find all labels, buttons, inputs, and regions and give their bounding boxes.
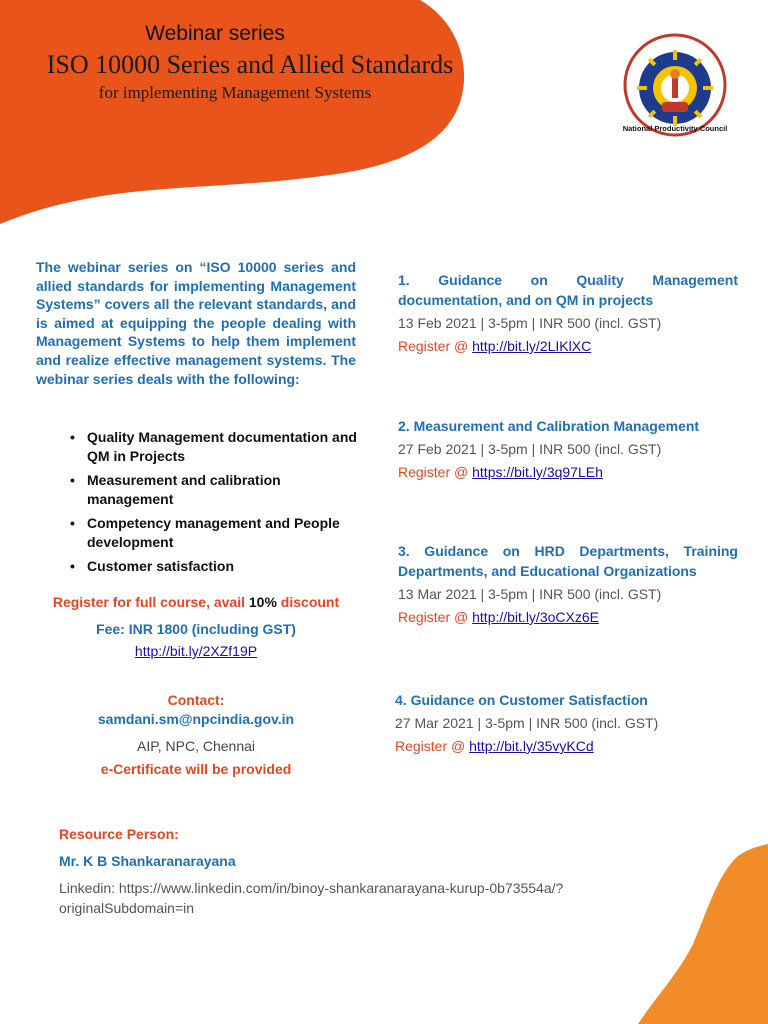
series-label: Webinar series [145,22,285,45]
full-course-link[interactable]: http://bit.ly/2XZf19P [134,643,258,659]
resource-person [59,826,579,918]
resource-label: Resource Person: [59,826,179,842]
topic-item: • Customer satisfaction [70,557,360,576]
session-register: Register @ http://bit.ly/3oCXz6E [398,609,599,625]
session-title: 4. Guidance on Customer Satisfaction [395,692,648,708]
session-card [398,416,738,480]
intro-paragraph: The webinar series on “ISO 10000 series and allied standards for implementing Management Systems” covers all the relevant standards, and is aimed at equipping the people dealing with Management Systems to help them implement and realize effective management systems. The webinar series deals with the following: [36,259,356,387]
contact-email[interactable]: samdani.sm@npcindia.gov.in [97,711,295,727]
session-card [398,270,738,354]
full-course-offer [36,594,356,610]
topics-list [70,428,360,581]
topic-item: • Quality Management documentation and QM in Projects [70,428,360,466]
session-register-link[interactable]: http://bit.ly/2LIKlXC [472,338,592,354]
topic-item: • Competency management and People development [70,514,360,552]
session-card [398,541,738,625]
header [0,22,470,103]
page-title: ISO 10000 Series and Allied Standards [46,50,454,79]
session-register-link[interactable]: http://bit.ly/35vyKCd [469,738,594,754]
session-meta: 13 Feb 2021 | 3-5pm | INR 500 (incl. GST) [398,315,662,331]
session-title: 2. Measurement and Calibration Management [398,418,700,434]
session-register: Register @ http://bit.ly/2LIKlXC [398,338,592,354]
session-meta: 13 Mar 2021 | 3-5pm | INR 500 (incl. GST) [398,586,662,602]
full-course-text: Register for full course, avail [52,594,249,610]
session-register-link[interactable]: http://bit.ly/3oCXz6E [472,609,599,625]
session-register: Register @ http://bit.ly/35vyKCd [395,738,594,754]
page-subtitle: for implementing Management Systems [98,83,372,102]
discount-suffix: discount [276,594,340,610]
session-title: 3. Guidance on HRD Departments, Training Departments, and Educational Organizations [398,543,738,579]
contact-office: AIP, NPC, Chennai [136,738,256,754]
topic-item: • Measurement and calibration management [70,471,360,509]
logo-caption: National Productivity Council [622,124,728,133]
discount-value: 10% [248,594,277,610]
certificate-note: e-Certificate will be provided [100,761,292,777]
session-title: 1. Guidance on Quality Management documentation, and on QM in projects [398,272,738,308]
session-register-link[interactable]: https://bit.ly/3q97LEh [472,464,603,480]
resource-name: Mr. K B Shankaranarayana [59,853,236,869]
session-meta: 27 Mar 2021 | 3-5pm | INR 500 (incl. GST) [395,715,659,731]
session-meta: 27 Feb 2021 | 3-5pm | INR 500 (incl. GST) [398,441,662,457]
contact-label: Contact: [167,692,225,708]
orange-blob-bottom [638,844,768,1024]
full-course-fee: Fee: INR 1800 (including GST) [96,621,296,637]
resource-linkedin[interactable]: Linkedin: https://www.linkedin.com/in/binoy-shankaranarayana-kurup-0b73554a/?originalSubdomain=in [59,880,564,916]
session-card [395,690,735,754]
session-register: Register @ https://bit.ly/3q97LEh [398,464,603,480]
